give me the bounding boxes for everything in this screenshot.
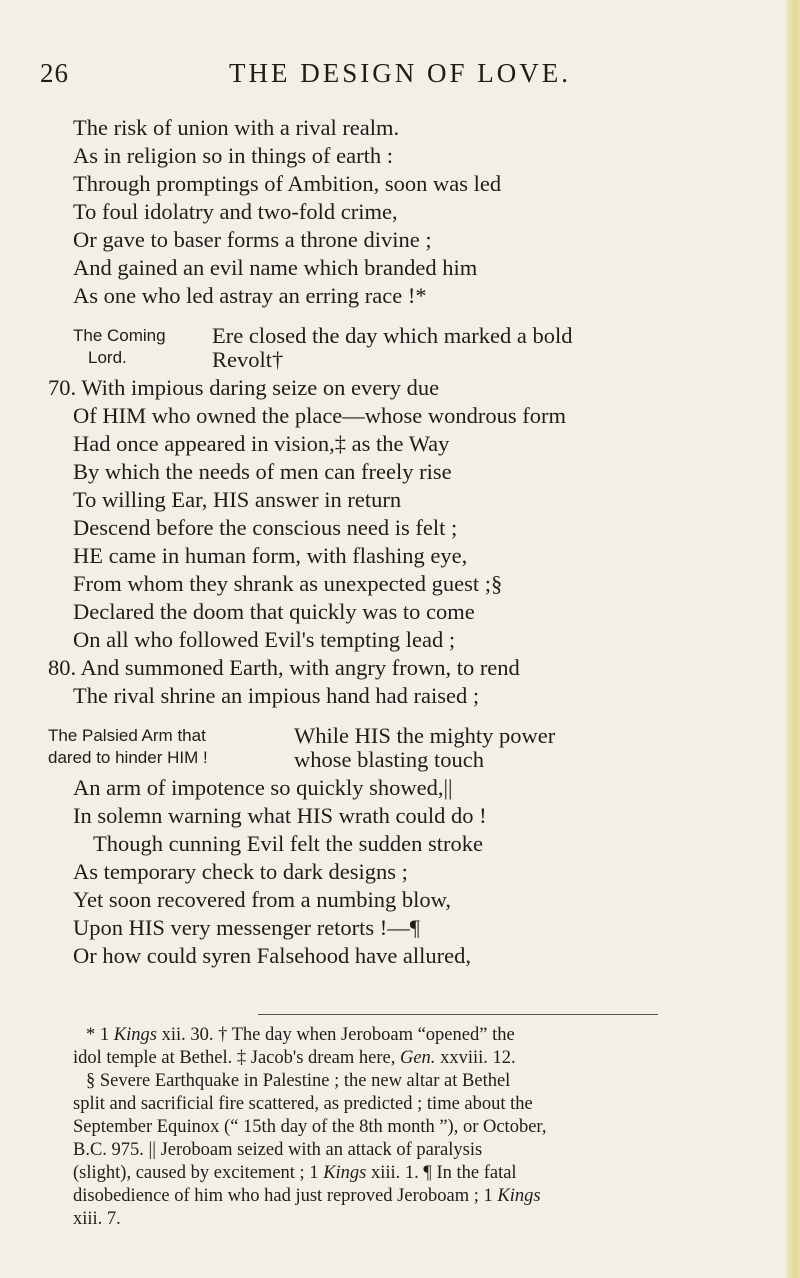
footnote-rule [258,1014,658,1015]
verse-line: Had once appeared in vision,‡ as the Way [73,431,450,456]
verse-line: While HIS the mighty power [294,723,556,748]
verse-line: The rival shrine an impious hand had raised ; [73,683,480,708]
verse-line: Upon HIS very messenger retorts !—¶ [73,915,420,940]
footnote-line: September Equinox (“ 15th day of the 8th month ”), or October, [73,1117,547,1137]
verse-line: The risk of union with a rival realm. [73,115,400,140]
verse-line: Or gave to baser forms a throne divine ; [73,227,432,252]
verse-line: HE came in human form, with flashing eye, [73,543,468,568]
footnote-line: split and sacrificial fire scattered, as predicted ; time about the [73,1094,533,1114]
footnote-line: xiii. 7. [73,1209,121,1229]
verse-line: To foul idolatry and two-fold crime, [73,199,398,224]
side-note: The Palsied Arm that [48,726,206,745]
verse-line: Yet soon recovered from a numbing blow, [73,887,452,912]
running-title: THE DESIGN OF LOVE. [229,58,571,88]
verse-line: 80. And summoned Earth, with angry frown, to rend [48,655,520,680]
verse-line: And gained an evil name which branded him [73,255,478,280]
verse-line: Though cunning Evil felt the sudden stroke [93,831,483,856]
verse-line: On all who followed Evil's tempting lead ; [73,627,456,652]
footnote-line: idol temple at Bethel. ‡ Jacob's dream here, Gen. xxviii. 12. [73,1048,516,1068]
verse-line: Revolt† [212,347,284,372]
verse-line: Declared the doom that quickly was to come [73,599,475,624]
verse-line: whose blasting touch [294,747,484,772]
side-note: Lord. [88,348,127,367]
verse-line: Of HIM who owned the place—whose wondrous form [73,403,567,428]
footnote-line: B.C. 975. || Jeroboam seized with an attack of paralysis [73,1140,483,1160]
verse-line: Through promptings of Ambition, soon was led [73,171,502,196]
verse-line: Ere closed the day which marked a bold [212,323,573,348]
verse-line: Descend before the conscious need is felt ; [73,515,458,540]
verse-line: In solemn warning what HIS wrath could do ! [73,803,487,828]
verse-line: To willing Ear, HIS answer in return [73,487,402,512]
verse-line: As temporary check to dark designs ; [73,859,408,884]
footnote-line: (slight), caused by excitement ; 1 Kings xiii. 1. ¶ In the fatal [73,1163,517,1183]
verse-line: From whom they shrank as unexpected guest ;§ [73,571,503,596]
page-edge [786,0,800,1278]
verse-line: An arm of impotence so quickly showed,|| [73,775,453,800]
footnote-line: * 1 Kings xii. 30. † The day when Jeroboam “opened” the [86,1025,515,1045]
verse-line: Or how could syren Falsehood have allured, [73,943,472,968]
footnote-line: disobedience of him who had just reproved Jeroboam ; 1 Kings [73,1186,541,1206]
side-note: The Coming [73,326,166,345]
verse-line: As one who led astray an erring race !* [73,283,427,308]
footnote-line: § Severe Earthquake in Palestine ; the new altar at Bethel [86,1071,511,1091]
verse-line: As in religion so in things of earth : [73,143,393,168]
verse-line: 70. With impious daring seize on every due [48,375,440,400]
verse-line: By which the needs of men can freely rise [73,459,452,484]
running-header [0,58,800,94]
page-number: 26 [40,58,69,88]
side-note: dared to hinder HIM ! [48,748,208,767]
